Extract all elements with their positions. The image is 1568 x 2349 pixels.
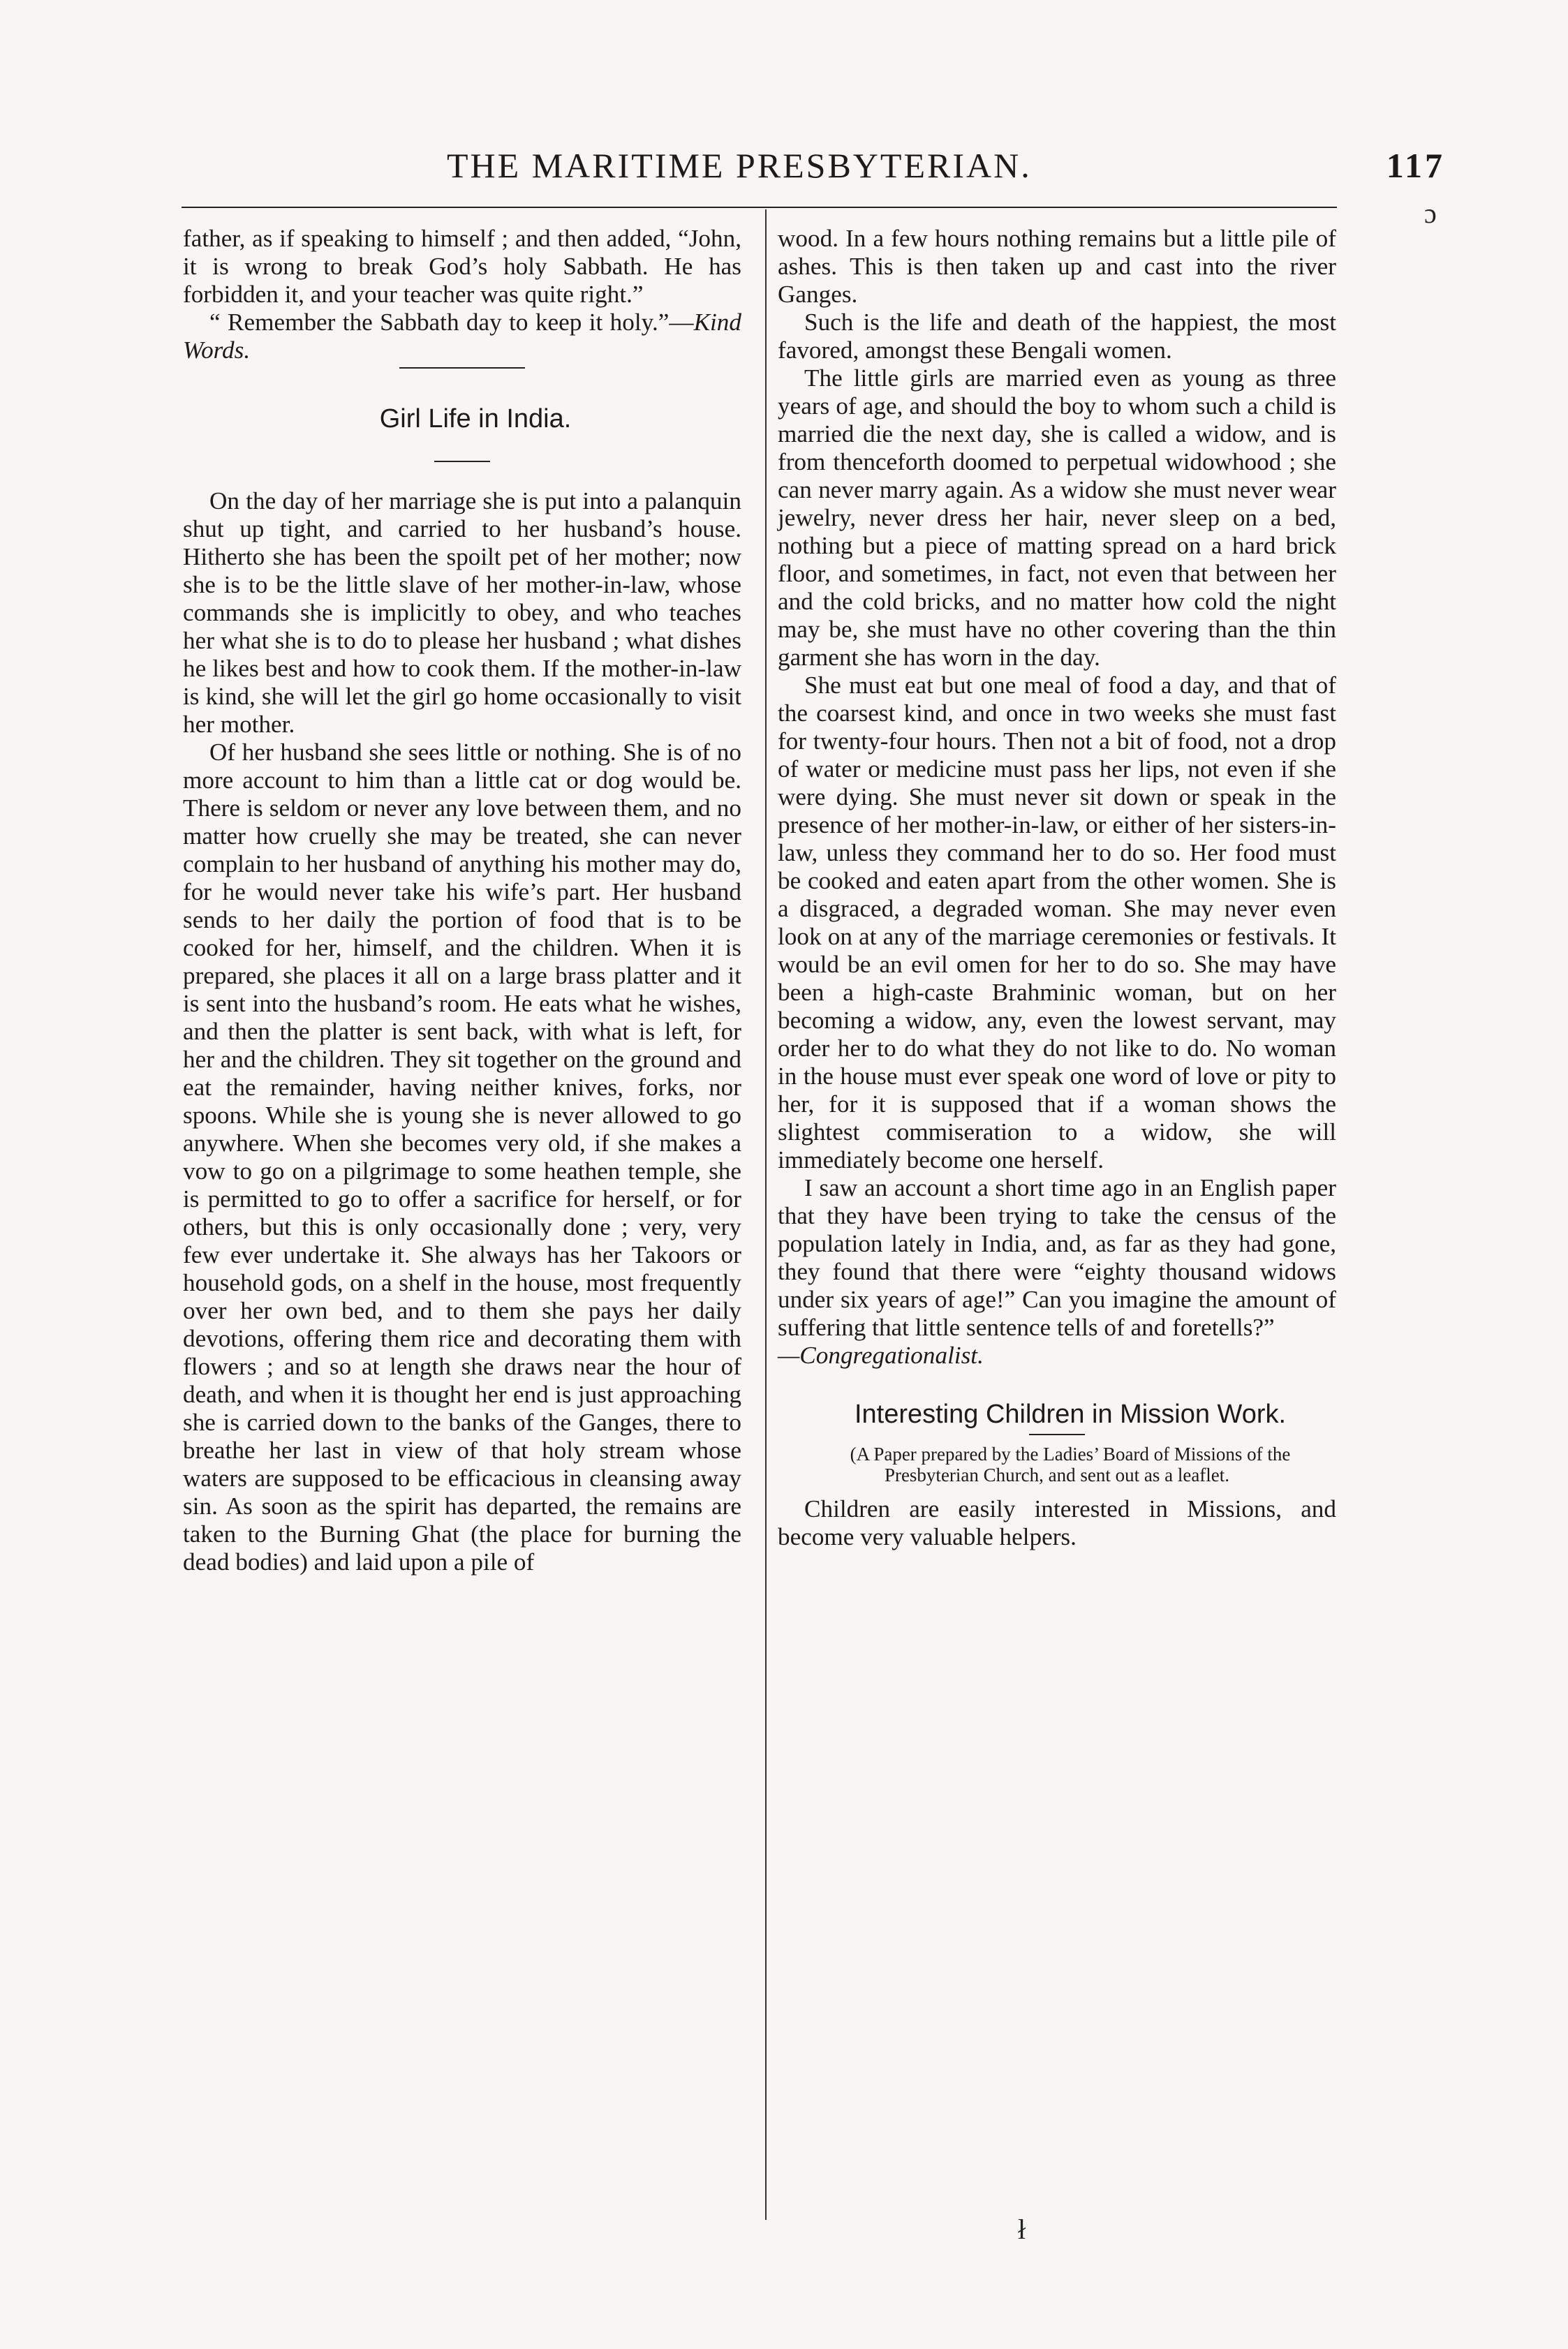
source-credit-text: —Congregationalist.: [778, 1342, 984, 1369]
paragraph: father, as if speaking to himself ; and then added, “John, it is wrong to break God’s holy Sabbath. He has forbidden it, and your teacher was quite right.”: [183, 225, 741, 308]
paragraph: The little girls are married even as young as three years of age, and should the boy to whom such a child is married die the next day, she is called a widow, and is from thenceforth doomed to perpetual widowhood ; she can never marry again. As a widow she must never wear jewelry, never dress her hair, never sleep on a bed, nothing but a piece of matting spread on a hard brick floor, and sometimes, in fact, not even that between her and the cold bricks, and no matter how cold the night may be, she must have no other covering than the thin garment she has worn in the day.: [778, 364, 1336, 671]
page-header: [175, 145, 1445, 194]
print-mark: ł: [1018, 2214, 1026, 2245]
print-mark: ɔ: [1424, 198, 1437, 229]
right-column: [778, 225, 1336, 1551]
header-rule: [182, 207, 1337, 208]
paragraph: I saw an account a short time ago in an English paper that they have been trying to take the census of the population lately in India, and, as far as they had gone, they found that there were “eighty thousand widows under six years of age!” Can you imagine the amount of suffering that little sentence tells of and foretells?”: [778, 1174, 1336, 1341]
article-subnote: (A Paper prepared by the Ladies’ Board of Missions of the Presbyterian Church, and sent out as a leaflet.: [850, 1444, 1291, 1485]
paragraph: Of her husband she sees little or nothing. She is of no more account to him than a little cat or dog would be. There is seldom or never any love between them, and no matter how cruelly she may be treated, she can never complain to her husband of anything his mother may do, for he would never take his wife’s part. Her husband sends to her daily the portion of food that is to be cooked for her, himself, and the children. When it is prepared, she places it all on a large brass platter and it is sent into the husband’s room. He eats what he wishes, and then the platter is sent back, with what is left, for her and the children. They sit together on the ground and eat the remainder, having neither knives, forks, nor spoons. While she is young she is never allowed to go anywhere. When she becomes very old, if she makes a vow to go on a pilgrimage to some heathen temple, she is permitted to go to offer a sacrifice for herself, or for others, but this is only occasionally done ; very, very few ever undertake it. She always has her Takoors or household gods, on a shelf in the house, most frequently over her own bed, and to them she pays her daily devotions, offering them rice and decorating them with flowers ; and so at length she draws near the hour of death, and when it is thought her end is just approaching she is carried down to the banks of the Ganges, there to breathe her last in view of that holy stream whose waters are supposed to be efficacious in cleansing away sin. As soon as the spirit has departed, the remains are taken to the Burning Ghat (the place for burning the dead bodies) and laid upon a pile of: [183, 739, 741, 1576]
page-title: THE MARITIME PRESBYTERIAN.: [447, 146, 1032, 185]
paragraph: Children are easily interested in Missions, and become very valuable helpers.: [778, 1495, 1336, 1550]
paragraph: [183, 309, 741, 364]
page-number: 117: [1386, 146, 1445, 185]
paragraph: Such is the life and death of the happiest, the most favored, amongst these Bengali women.: [778, 309, 1336, 364]
column-divider: [765, 209, 767, 2220]
paragraph: On the day of her marriage she is put into a palanquin shut up tight, and carried to her husband’s house. Hitherto she has been the spoilt pet of her mother; now she is to be the little slave of her mother-in-law, whose commands she is implicitly to obey, and who teaches her what she is to do to please her husband ; what dishes he likes best and how to cook them. If the mother-in-law is kind, she will let the girl go home occasionally to visit her mother.: [183, 487, 741, 738]
paragraph: She must eat but one meal of food a day, and that of the coarsest kind, and once in two weeks she must fast for twenty-four hours. Then not a bit of food, not a drop of water or medicine must pass her lips, not even if she were dying. She must never sit down or speak in the presence of her mother-in-law, or either of her sisters-in-law, unless they command her to do so. Her food must be cooked and eaten apart from the other women. She is a disgraced, a degraded woman. She may never even look on at any of the marriage ceremonies or festivals. It would be an evil omen for her to do so. She may have been a high-caste Brahminic woman, but on her becoming a widow, any, even the lowest servant, may order her to do what they do not like to do. No woman in the house must ever speak one word of love or pity to her, for it is supposed that if a woman shows the slightest commiseration to a widow, she will immediately become one herself.: [778, 672, 1336, 1173]
source-credit: [778, 1342, 1336, 1370]
source-credit: Kind Words.: [183, 309, 741, 364]
left-column: [183, 225, 741, 1576]
paragraph-text: “ Remember the Sabbath day to keep it holy.”—: [209, 309, 694, 336]
paragraph: wood. In a few hours nothing remains but a little pile of ashes. This is then taken up and cast into the river Ganges.: [778, 225, 1336, 308]
article-heading: Interesting Children in Mission Work.: [854, 1400, 1287, 1429]
article-heading: Girl Life in India.: [379, 404, 572, 434]
